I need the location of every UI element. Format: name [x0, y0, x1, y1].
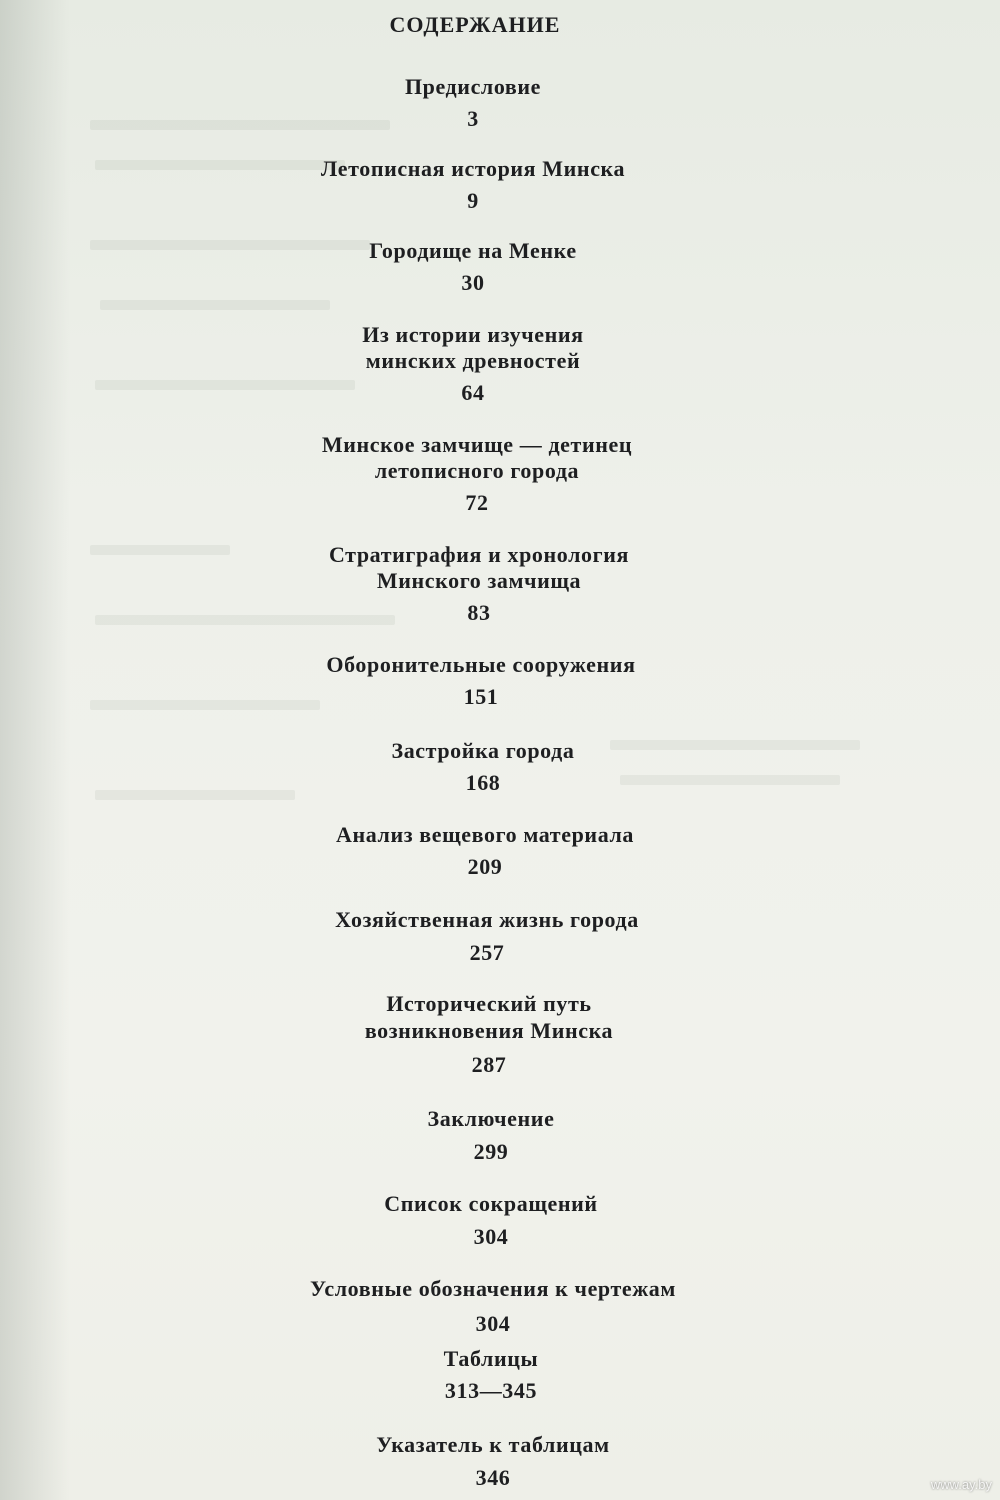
toc-entry-page-number: 299 — [473, 1139, 509, 1164]
page-title: СОДЕРЖАНИЕ — [389, 12, 561, 37]
toc-entry-title: Стратиграфия и хронология — [328, 542, 630, 567]
toc-entry-title: Городище на Менке — [369, 238, 577, 263]
toc-entry-title: Исторический путь — [386, 991, 592, 1016]
toc-entry-title: Минского замчища — [376, 568, 582, 593]
toc-entry-page-number: 30 — [461, 270, 485, 295]
toc-entry-page-number: 83 — [467, 600, 491, 625]
toc-entry-title: Оборонительные сооружения — [326, 652, 636, 677]
toc-entry-page-number: 287 — [471, 1052, 507, 1077]
toc-entry-page-number: 346 — [475, 1465, 511, 1490]
toc-entry-page-number: 151 — [463, 684, 499, 709]
toc-entry-title: возникновения Минска — [364, 1018, 614, 1043]
toc-entry-title: Заключение — [427, 1106, 555, 1131]
toc-entry-title: Хозяйственная жизнь города — [335, 907, 639, 932]
toc-entry-page-number: 209 — [467, 854, 503, 879]
toc-entry-title: Таблицы — [443, 1346, 539, 1371]
toc-entry-page-number: 313—345 — [444, 1378, 538, 1403]
toc-entry-page-number: 168 — [465, 770, 501, 795]
toc-entry-title: Анализ вещевого материала — [335, 822, 635, 847]
toc-entry-title: Минское замчище — детинец — [321, 432, 633, 457]
toc-entry-page-number: 3 — [467, 106, 479, 131]
toc-entry-page-number: 304 — [473, 1224, 509, 1249]
toc-entry-title: Список сокращений — [384, 1191, 598, 1216]
watermark: www.ay.by — [930, 1477, 992, 1492]
toc-entry-title: Указатель к таблицам — [376, 1432, 610, 1457]
toc-entry-page-number: 257 — [469, 940, 505, 965]
toc-entry-title: Условные обозначения к чертежам — [309, 1276, 676, 1301]
toc-entry-page-number: 9 — [467, 188, 479, 213]
toc-entry-title: Летописная история Минска — [320, 156, 626, 181]
toc-entry-page-number: 304 — [475, 1311, 511, 1336]
toc-entry-title: летописного города — [374, 458, 580, 483]
toc-entry-title: Предисловие — [404, 74, 542, 99]
toc-entry-title: минских древностей — [365, 348, 581, 373]
toc-entry-title: Из истории изучения — [362, 322, 584, 347]
toc-entry-title: Застройка города — [391, 738, 575, 763]
toc-entry-page-number: 72 — [465, 490, 489, 515]
toc-entry-page-number: 64 — [461, 380, 485, 405]
